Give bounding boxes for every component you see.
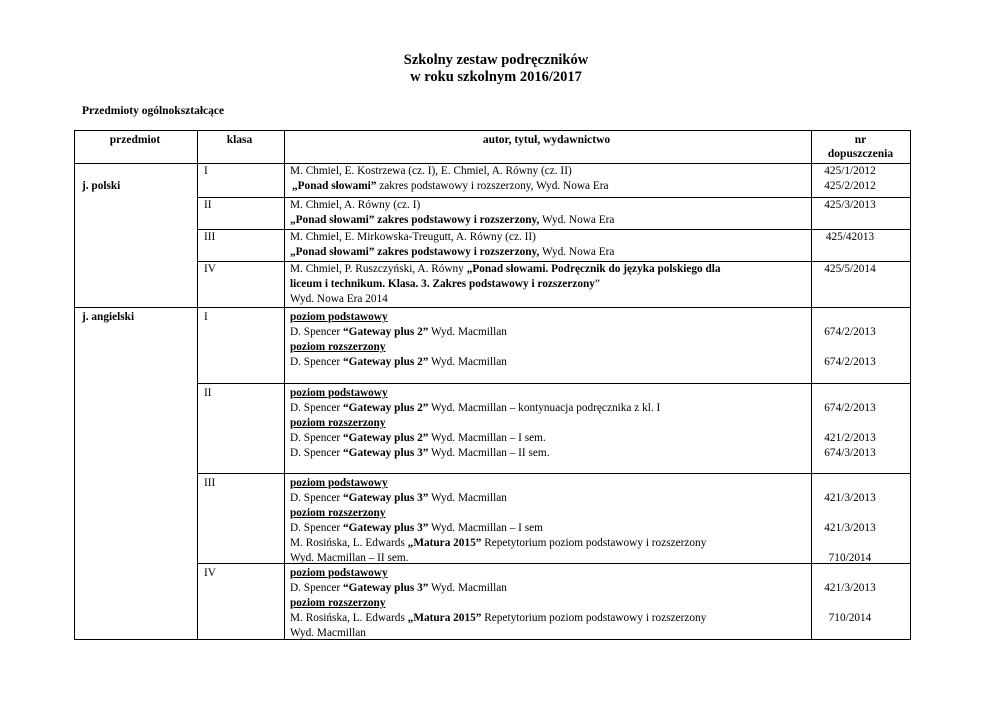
approval-number: 674/3/2013 bbox=[824, 447, 876, 459]
book-entry bbox=[290, 213, 614, 228]
book-author: D. Spencer bbox=[290, 447, 344, 459]
book-title: “Gateway plus 3” bbox=[343, 582, 429, 594]
book-title: “Gateway plus 2” bbox=[343, 432, 429, 444]
book-publisher: Wyd. Nowa Era 2014 bbox=[290, 293, 388, 305]
book-author: M. Rosińska, L. Edwards bbox=[290, 537, 408, 549]
book-publisher: Wyd. Macmillan – I sem bbox=[428, 522, 543, 534]
book-publisher: Wyd. Nowa Era bbox=[539, 214, 615, 226]
approval-number: 425/1/2012 bbox=[824, 165, 876, 177]
book-title: liceum i technikum. Klasa. 3. Zakres podstawowy i rozszerzony bbox=[290, 278, 595, 290]
book-entry bbox=[292, 179, 609, 194]
header-class: klasa bbox=[226, 134, 253, 146]
approval-number: 421/3/2013 bbox=[824, 522, 876, 534]
class-label: IV bbox=[204, 567, 216, 579]
book-publisher: Wyd. Macmillan bbox=[428, 582, 507, 594]
book-authors: M. Chmiel, E. Kostrzewa (cz. I), E. Chmiel, A. Równy (cz. II) bbox=[290, 165, 572, 177]
section-heading: Przedmioty ogólnokształcące bbox=[82, 105, 225, 117]
class-label: III bbox=[204, 231, 216, 243]
book-publisher: Wyd. Nowa Era bbox=[539, 246, 615, 258]
book-title: “Gateway plus 3” bbox=[343, 492, 429, 504]
book-author: D. Spencer bbox=[290, 492, 344, 504]
class-label: II bbox=[204, 199, 212, 211]
book-publisher: Wyd. Macmillan – II sem. bbox=[290, 552, 409, 564]
approval-number: 710/2014 bbox=[828, 552, 872, 564]
book-title: „Ponad słowami. Podręcznik do języka polskiego dla bbox=[466, 263, 721, 275]
level-basic: poziom podstawowy bbox=[290, 567, 388, 579]
book-title: „Matura 2015” bbox=[407, 537, 482, 549]
row-divider bbox=[75, 307, 910, 308]
book-title: “Gateway plus 3” bbox=[343, 522, 429, 534]
subject-polish: j. polski bbox=[82, 180, 121, 192]
book-entry bbox=[290, 355, 507, 370]
approval-number: 674/2/2013 bbox=[824, 402, 876, 414]
book-publisher: Wyd. Macmillan – II sem. bbox=[428, 447, 550, 459]
approval-number: 674/2/2013 bbox=[824, 356, 876, 368]
book-entry bbox=[290, 245, 614, 260]
header-approval-line2: dopuszczenia bbox=[827, 148, 894, 160]
level-extended: poziom rozszerzony bbox=[290, 417, 386, 429]
book-title: “Gateway plus 3” bbox=[343, 447, 429, 459]
book-publisher: Wyd. Macmillan bbox=[428, 492, 507, 504]
approval-number: 425/2/2012 bbox=[824, 180, 876, 192]
header-book: autor, tytuł, wydawnictwo bbox=[482, 134, 611, 146]
book-entry bbox=[290, 262, 721, 277]
book-entry bbox=[290, 521, 543, 536]
class-label: IV bbox=[204, 263, 216, 275]
level-extended: poziom rozszerzony bbox=[290, 507, 386, 519]
level-basic: poziom podstawowy bbox=[290, 477, 388, 489]
book-authors: M. Chmiel, A. Równy (cz. I) bbox=[290, 199, 421, 211]
book-title: „Matura 2015” bbox=[407, 612, 482, 624]
class-label: I bbox=[204, 311, 208, 323]
subject-english: j. angielski bbox=[82, 311, 135, 323]
approval-number: 425/5/2014 bbox=[824, 263, 876, 275]
level-extended: poziom rozszerzony bbox=[290, 341, 386, 353]
book-description: Repetytorium poziom podstawowy i rozszerzony bbox=[481, 537, 707, 549]
level-basic: poziom podstawowy bbox=[290, 311, 388, 323]
approval-number: 425/3/2013 bbox=[824, 199, 876, 211]
class-label: I bbox=[204, 165, 208, 177]
book-title-end: ” bbox=[594, 278, 600, 290]
book-author: D. Spencer bbox=[290, 582, 344, 594]
book-publisher: zakres podstawowy i rozszerzony, Wyd. Nowa Era bbox=[376, 180, 609, 192]
approval-number: 421/3/2013 bbox=[824, 582, 876, 594]
header-subject: przedmiot bbox=[109, 134, 161, 146]
book-entry bbox=[290, 536, 706, 551]
book-publisher: Wyd. Macmillan – kontynuacja podręcznika z kl. I bbox=[428, 402, 661, 414]
book-author: D. Spencer bbox=[290, 326, 344, 338]
book-author: D. Spencer bbox=[290, 402, 344, 414]
book-title: “Gateway plus 2” bbox=[343, 356, 429, 368]
approval-number: 710/2014 bbox=[828, 612, 872, 624]
book-entry bbox=[290, 277, 600, 292]
book-authors: M. Chmiel, P. Ruszczyński, A. Równy bbox=[290, 263, 467, 275]
page-title: Szkolny zestaw podręczników bbox=[403, 52, 589, 68]
header-approval-line1: nr bbox=[854, 134, 867, 146]
approval-number: 421/3/2013 bbox=[824, 492, 876, 504]
book-entry bbox=[290, 611, 706, 626]
book-publisher: Wyd. Macmillan bbox=[428, 356, 507, 368]
class-label: III bbox=[204, 477, 216, 489]
book-title: „Ponad słowami” zakres podstawowy i rozszerzony, bbox=[290, 214, 540, 226]
page-subtitle: w roku szkolnym 2016/2017 bbox=[410, 69, 582, 85]
book-entry bbox=[290, 325, 507, 340]
approval-number: 674/2/2013 bbox=[824, 326, 876, 338]
book-publisher: Wyd. Macmillan bbox=[428, 326, 507, 338]
book-title: “Gateway plus 2” bbox=[343, 402, 429, 414]
book-author: D. Spencer bbox=[290, 356, 344, 368]
book-authors: M. Chmiel, E. Mirkowska-Treugutt, A. Równy (cz. II) bbox=[290, 231, 536, 243]
book-entry bbox=[290, 431, 546, 446]
book-author: D. Spencer bbox=[290, 432, 344, 444]
book-title: „Ponad słowami” bbox=[292, 180, 377, 192]
book-entry bbox=[290, 446, 550, 461]
row-divider bbox=[197, 473, 910, 474]
approval-number: 425/42013 bbox=[825, 231, 875, 243]
book-author: D. Spencer bbox=[290, 522, 344, 534]
book-entry bbox=[290, 581, 507, 596]
level-basic: poziom podstawowy bbox=[290, 387, 388, 399]
class-label: II bbox=[204, 387, 212, 399]
book-entry bbox=[290, 401, 660, 416]
row-divider bbox=[197, 383, 910, 384]
book-description: Repetytorium poziom podstawowy i rozszerzony bbox=[481, 612, 707, 624]
book-publisher: Wyd. Macmillan bbox=[290, 627, 366, 639]
textbook-table bbox=[74, 130, 911, 640]
book-title: „Ponad słowami” zakres podstawowy i rozszerzony, bbox=[290, 246, 540, 258]
level-extended: poziom rozszerzony bbox=[290, 597, 386, 609]
book-author: M. Rosińska, L. Edwards bbox=[290, 612, 408, 624]
approval-number: 421/2/2013 bbox=[824, 432, 876, 444]
book-entry bbox=[290, 491, 507, 506]
book-title: “Gateway plus 2” bbox=[343, 326, 429, 338]
book-publisher: Wyd. Macmillan – I sem. bbox=[428, 432, 546, 444]
